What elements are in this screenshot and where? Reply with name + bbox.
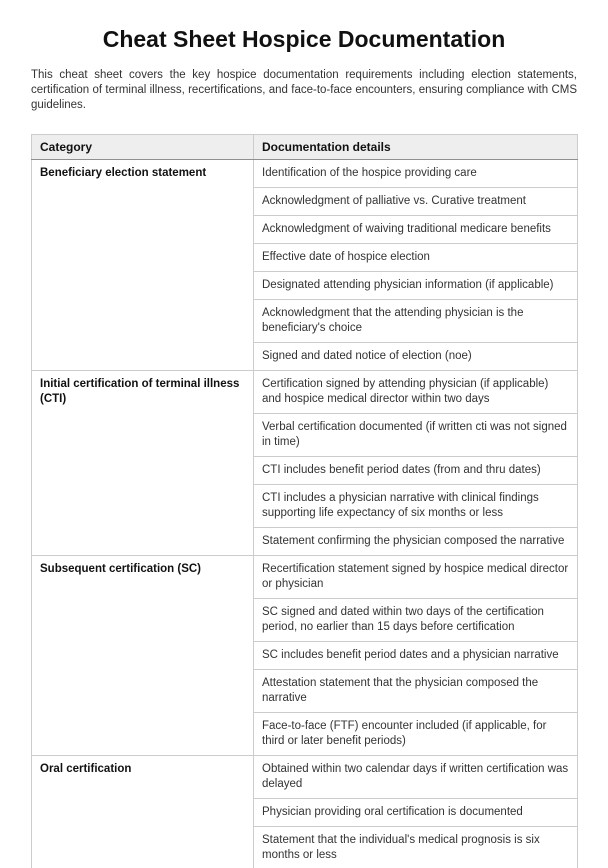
detail-cell: Obtained within two calendar days if written certification was delayed xyxy=(254,756,578,799)
category-cell: Beneficiary election statement xyxy=(32,160,254,371)
category-cell: Subsequent certification (SC) xyxy=(32,556,254,756)
documentation-table xyxy=(31,134,578,868)
detail-cell: Acknowledgment of palliative vs. Curative treatment xyxy=(254,188,578,216)
table-header-row xyxy=(32,135,578,160)
detail-cell: SC signed and dated within two days of the certification period, no earlier than 15 days before certification xyxy=(254,599,578,642)
detail-cell: Face-to-face (FTF) encounter included (if applicable, for third or later benefit periods) xyxy=(254,713,578,756)
detail-cell: CTI includes benefit period dates (from and thru dates) xyxy=(254,457,578,485)
page-title: Cheat Sheet Hospice Documentation xyxy=(102,26,506,52)
detail-cell: SC includes benefit period dates and a physician narrative xyxy=(254,642,578,670)
intro-paragraph: This cheat sheet covers the key hospice documentation requirements including election statements, certification of terminal illness, recertifications, and face-to-face encounters, ensuring compliance with CMS guidelines. xyxy=(31,68,577,112)
column-header-category: Category xyxy=(32,135,254,160)
detail-cell: Effective date of hospice election xyxy=(254,244,578,272)
table-row xyxy=(32,160,578,188)
detail-cell: Certification signed by attending physician (if applicable) and hospice medical director within two days xyxy=(254,371,578,414)
detail-cell: Statement that the individual's medical prognosis is six months or less xyxy=(254,827,578,868)
table-row xyxy=(32,556,578,599)
detail-cell: Recertification statement signed by hospice medical director or physician xyxy=(254,556,578,599)
detail-cell: Acknowledgment that the attending physician is the beneficiary's choice xyxy=(254,300,578,343)
category-cell: Oral certification xyxy=(32,756,254,868)
column-header-details: Documentation details xyxy=(254,135,578,160)
category-cell: Initial certification of terminal illness (CTI) xyxy=(32,371,254,556)
table-row xyxy=(32,756,578,799)
detail-cell: Attestation statement that the physician composed the narrative xyxy=(254,670,578,713)
detail-cell: Statement confirming the physician composed the narrative xyxy=(254,528,578,556)
table-row xyxy=(32,371,578,414)
detail-cell: Designated attending physician information (if applicable) xyxy=(254,272,578,300)
detail-cell: Acknowledgment of waiving traditional medicare benefits xyxy=(254,216,578,244)
detail-cell: Identification of the hospice providing care xyxy=(254,160,578,188)
document-page xyxy=(0,26,608,868)
detail-cell: CTI includes a physician narrative with clinical findings supporting life expectancy of six months or less xyxy=(254,485,578,528)
detail-cell: Verbal certification documented (if written cti was not signed in time) xyxy=(254,414,578,457)
detail-cell: Physician providing oral certification is documented xyxy=(254,799,578,827)
detail-cell: Signed and dated notice of election (noe) xyxy=(254,343,578,371)
